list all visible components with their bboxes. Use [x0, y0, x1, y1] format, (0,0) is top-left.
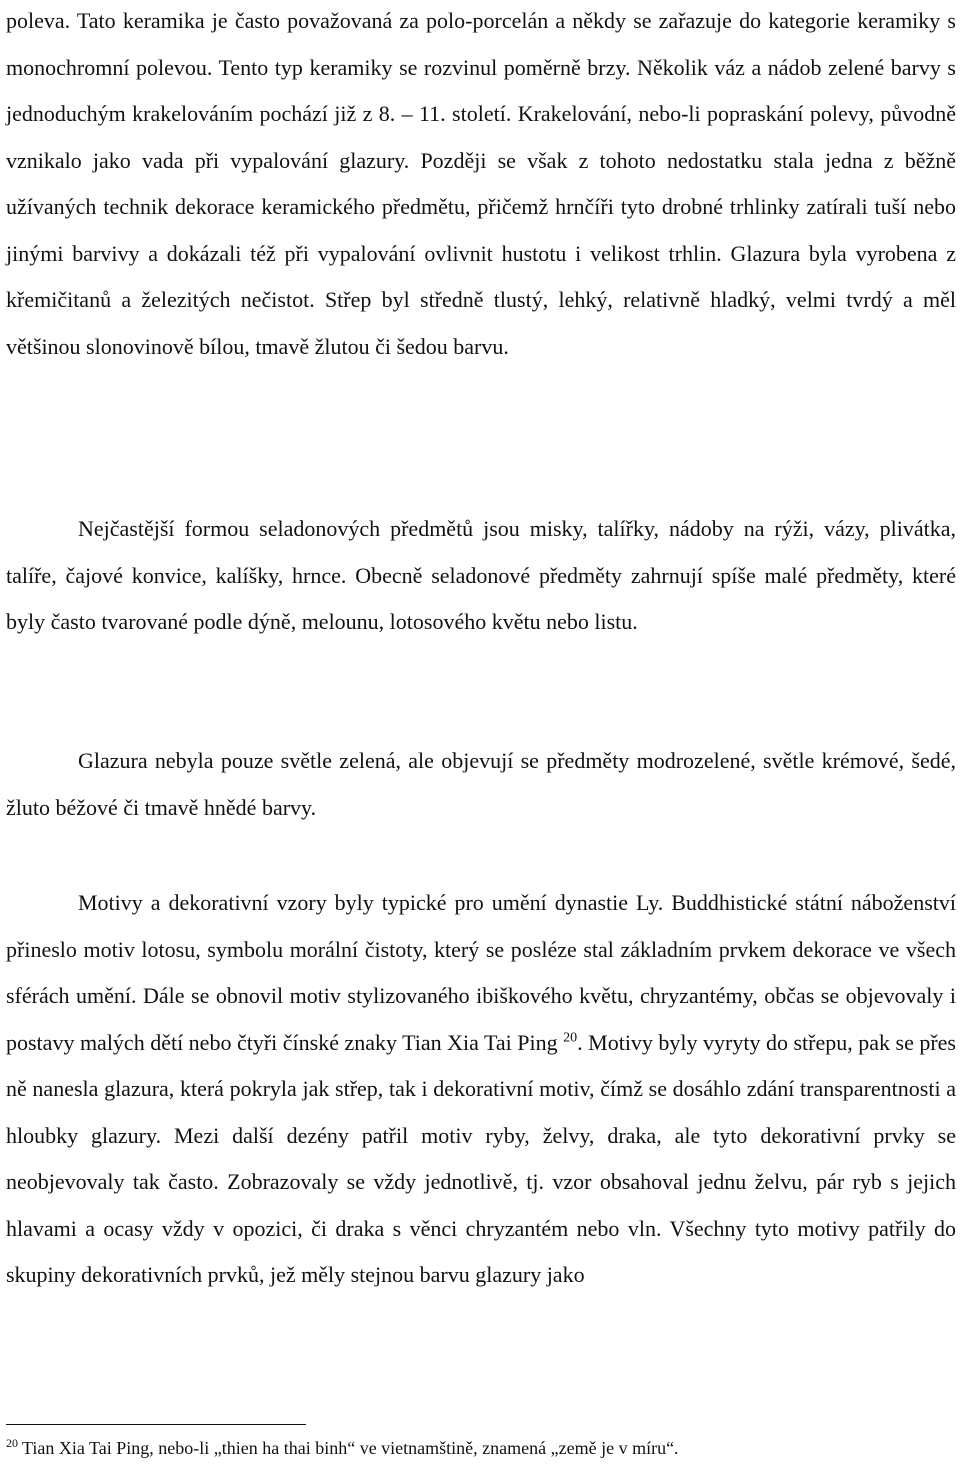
- paragraph-motifs: [6, 880, 956, 1299]
- paragraph-motifs-text-after: . Motivy byly vyryty do střepu, pak se přes ně nanesla glazura, která pokryla jak střep, tak i dekorativní motiv, čímž se dosáhlo zdání transparentnosti a hloubky glazury. Mezi další dezény patřil motiv ryby, želvy, draka, ale tyto dekorativní prvky se neobjevovaly tak často. Zobrazovaly se vždy jednotlivě, tj. vzor obsahoval jednu želvu, pár ryb s jejich hlavami a ocasy vždy v opozici, či draka s věnci chryzantém nebo vln. Všechny tyto motivy patřily do skupiny dekorativních prvků, jež měly stejnou barvu glazury jako: [6, 1029, 956, 1287]
- footnote: [6, 1436, 956, 1460]
- footnote-number: 20: [6, 1436, 18, 1450]
- paragraph-glaze-colors: Glazura nebyla pouze světle zelená, ale objevují se předměty modrozelené, světle krémové, šedé, žluto béžové či tmavě hnědé barvy.: [6, 748, 956, 820]
- paragraph-celadon-forms: Nejčastější formou seladonových předmětů jsou misky, talířky, nádoby na rýži, vázy, plivátka, talíře, čajové konvice, kalíšky, hrnce. Obecně seladonové předměty zahrnují spíše malé předměty, které byly často tvarované podle dýně, melounu, lotosového květu nebo listu.: [6, 516, 956, 634]
- footnote-reference[interactable]: 20: [563, 1030, 578, 1046]
- paragraph-crackle-glaze: poleva. Tato keramika je často považovaná za polo-porcelán a někdy se zařazuje do kategorie keramiky s monochromní polevou. Tento typ keramiky se rozvinul poměrně brzy. Několik váz a nádob zelené barvy s jednoduchým krakelováním pochází již z 8. – 11. století. Krakelování, nebo-li popraskání polevy, původně vznikalo jako vada při vypalování glazury. Později se však z tohoto nedostatku stala jedna z běžně užívaných technik dekorace keramického předmětu, přičemž hrnčíři tyto drobné trhlinky zatírali tuší nebo jinými barvivy a dokázali též při vypalování ovlivnit hustotu i velikost trhlin. Glazura byla vyrobena z křemičitanů a železitých nečistot. Střep byl středně tlustý, lehký, relativně hladký, velmi tvrdý a měl většinou slonovinově bílou, tmavě žlutou či šedou barvu.: [6, 8, 956, 359]
- footnote-separator: [6, 1424, 306, 1425]
- footnote-text: Tian Xia Tai Ping, nebo-li „thien ha thai binh“ ve vietnamštině, znamená „země je v míru“.: [22, 1438, 679, 1458]
- paragraph-motifs-text-before: Motivy a dekorativní vzory byly typické pro umění dynastie Ly. Buddhistické státní náboženství přineslo motiv lotosu, symbolu morální čistoty, který se posléze stal základním prvkem dekorace ve všech sférách umění. Dále se obnovil motiv stylizovaného ibiškového květu, chryzantémy, občas se objevovaly i postavy malých dětí nebo čtyři čínské znaky Tian Xia Tai Ping: [6, 890, 956, 1055]
